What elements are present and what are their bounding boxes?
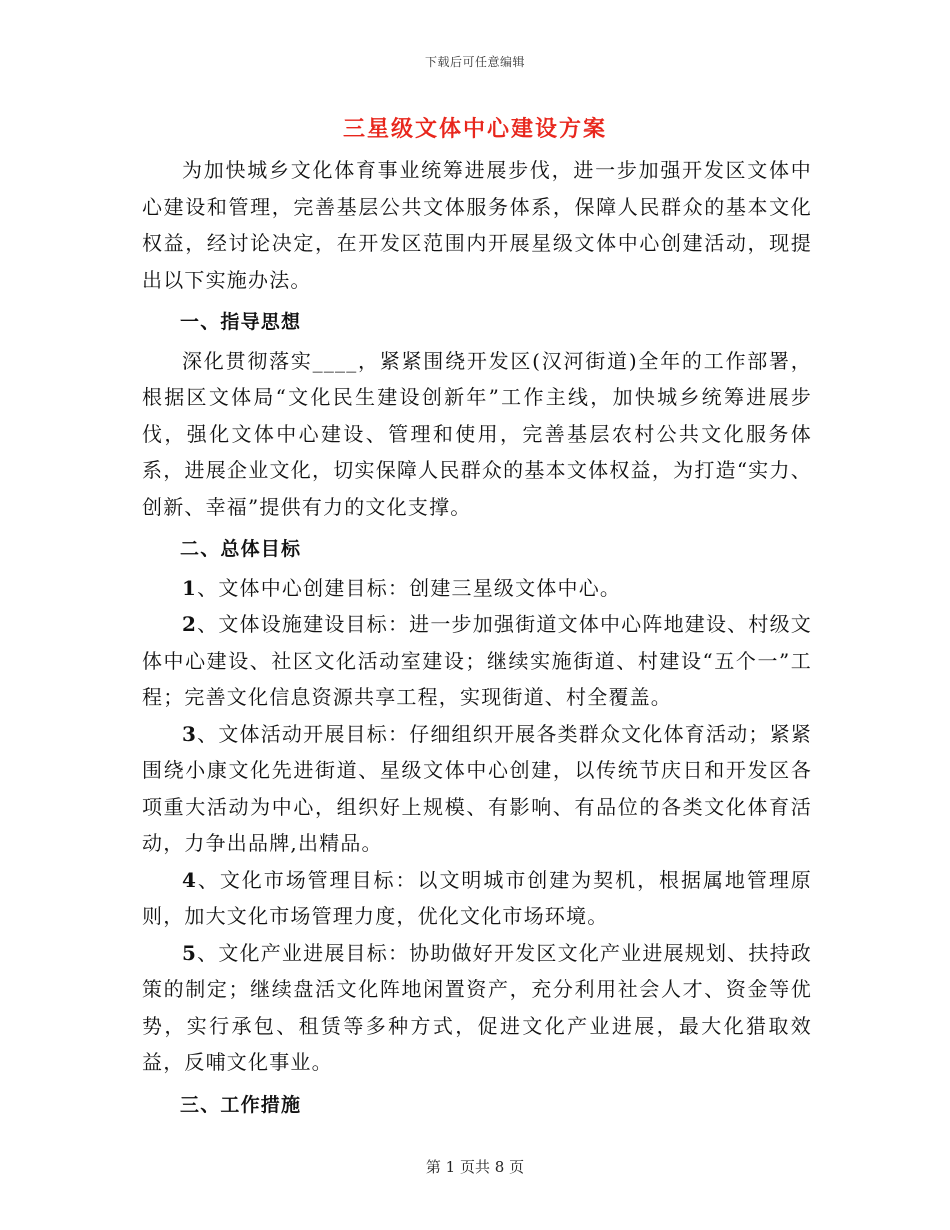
- goal-item-text: 、文化市场管理目标：以文明城市创建为契机，根据属地管理原则，加大文化市场管理力度，优化文化市场环境。: [142, 867, 812, 928]
- goal-item: [142, 606, 812, 716]
- goal-item-number: 5: [182, 940, 198, 965]
- goal-item-text: 、文体中心创建目标：创建三星级文体中心。: [197, 575, 622, 600]
- document-title: 三星级文体中心建设方案: [342, 117, 607, 142]
- section-heading-work-measures: 三、工作措施: [180, 1093, 302, 1116]
- goal-item-number: 3: [182, 721, 198, 746]
- goal-item-number: 1: [182, 575, 198, 600]
- section-heading-overall-goals: 二、总体目标: [180, 538, 302, 560]
- document-body: [142, 152, 812, 1125]
- goal-item-text: 、文体活动开展目标：仔细组织开展各类群众文化体育活动；紧紧围绕小康文化先进街道、星级文体中心创建，以传统节庆日和开发区各项重大活动为中心，组织好上规模、有影响、有品位的各类文化体育活动，力争出品牌,出精品。: [142, 721, 812, 855]
- goal-item-number: 2: [182, 612, 198, 636]
- guiding-ideology-paragraph: 深化贯彻落实____，紧紧围绕开发区(汉河街道)全年的工作部署，根据区文体局“文化民生建设创新年”工作主线，加快城乡统筹进展步伐，强化文体中心建设、管理和使用，完善基层农村公共文化服务体系，进展企业文化，切实保障人民群众的基本文体权益，为打造“实力、创新、幸福”提供有力的文化支撑。: [142, 348, 812, 519]
- page-header-note: 下载后可任意编辑: [424, 55, 525, 69]
- goal-item: [142, 570, 812, 607]
- page-number-footer: 第 1 页共 8 页: [425, 1158, 525, 1176]
- goal-item-text: 、文化产业进展目标：协助做好开发区文化产业进展规划、扶持政策的制定；继续盘活文化阵地闲置资产，充分利用社会人才、资金等优势，实行承包、租赁等多种方式，促进文化产业进展，最大化猎取效益，反哺文化事业。: [142, 940, 812, 1074]
- goal-item: [142, 862, 812, 935]
- section-heading-guiding-ideology: 一、指导思想: [180, 311, 302, 333]
- goal-item-number: 4: [182, 867, 198, 892]
- intro-paragraph: 为加快城乡文化体育事业统筹进展步伐，进一步加强开发区文体中心建设和管理，完善基层公共文体服务体系，保障人民群众的基本文化权益，经讨论决定，在开发区范围内开展星级文体中心创建活动，现提出以下实施办法。: [142, 158, 812, 292]
- goal-item: [142, 935, 812, 1081]
- goal-item: [142, 716, 812, 862]
- goal-item-text: 、文体设施建设目标：进一步加强街道文体中心阵地建设、村级文体中心建设、社区文化活动室建设；继续实施街道、村建设“五个一”工程；完善文化信息资源共享工程，实现街道、村全覆盖。: [142, 612, 812, 709]
